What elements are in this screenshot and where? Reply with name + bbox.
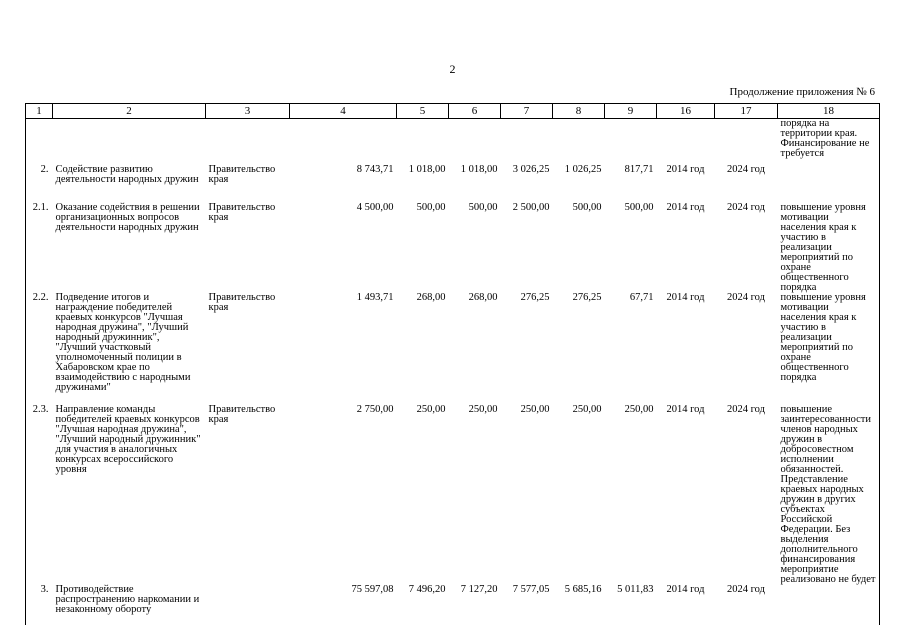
- amount-col5: 500,00: [416, 201, 446, 213]
- executor: Правительство края: [208, 201, 276, 223]
- header-cell: 17: [715, 104, 778, 119]
- header-cell: 3: [206, 104, 290, 119]
- amount-col6: 7 127,20: [460, 583, 498, 595]
- result-cell: [778, 165, 880, 203]
- header-cell: 6: [449, 104, 501, 119]
- measure-name: Оказание содействия в решении организационных вопросов деятельности народных дружин: [55, 201, 200, 233]
- start-year: 2014 год: [666, 201, 705, 213]
- amount-col8: 500,00: [572, 201, 602, 213]
- total-amount: 2 750,00: [356, 403, 394, 415]
- measure-name: Направление команды победителей краевых конкурсов "Лучшая народная дружина", "Лучший народный дружинник" для участия в аналогичных конкурсах всероссийского уровня: [55, 403, 201, 475]
- amount-col5: 7 496,20: [408, 583, 446, 595]
- table-row: [26, 165, 880, 203]
- measure-name: Подведение итогов и награждение победителей краевых конкурсов "Лучшая народная дружина", "Лучший народный дружинник", "Лучший участковый уполномоченный полиции в Хабаровском крае по взаимодействию с народными дружинами": [55, 291, 191, 393]
- amount-col5: 268,00: [416, 291, 446, 303]
- header-cell: 18: [778, 104, 880, 119]
- result-cell: повышение уровня мотивации населения края к участию в реализации мероприятий по охране общественного порядка: [778, 293, 880, 405]
- header-cell: 9: [605, 104, 657, 119]
- appendix-table: [25, 103, 880, 625]
- amount-col7: 276,25: [520, 291, 550, 303]
- header-cell: 1: [26, 104, 53, 119]
- header-row: [26, 104, 880, 119]
- amount-col9: 250,00: [624, 403, 654, 415]
- amount-col6: 268,00: [468, 291, 498, 303]
- amount-col8: 250,00: [572, 403, 602, 415]
- amount-col8: 5 685,16: [564, 583, 602, 595]
- amount-col9: 5 011,83: [617, 583, 654, 595]
- amount-col7: 250,00: [520, 403, 550, 415]
- row-number: 2.1.: [26, 203, 53, 293]
- amount-col8: 1 026,25: [564, 163, 602, 175]
- header-cell: 8: [553, 104, 605, 119]
- header-cell: 7: [501, 104, 553, 119]
- continuation-label: Продолжение приложения № 6: [729, 86, 875, 98]
- amount-col8: 276,25: [572, 291, 602, 303]
- amount-col6: 250,00: [468, 403, 498, 415]
- end-year: 2024 год: [727, 201, 765, 213]
- table-row: [26, 203, 880, 293]
- result-cell: повышение уровня мотивации населения края к участию в реализации мероприятий по охране общественного порядка: [778, 203, 880, 293]
- measure-name: Противодействие распространению наркомании и незаконному обороту: [55, 583, 200, 615]
- end-year: 2024 год: [727, 403, 765, 415]
- row-number: 2.3.: [26, 405, 53, 585]
- amount-col7: 7 577,05: [512, 583, 550, 595]
- amount-col7: 3 026,25: [512, 163, 550, 175]
- end-year: 2024 год: [727, 291, 765, 303]
- result-cell: повышение заинтересованности членов народных дружин в добросовестном исполнении обязанностей. Представление краевых народных дружин в других субъектах Российской Федерации. Без выделения дополнительного финансирования мероприятие реализовано не будет: [778, 405, 880, 585]
- row-number: 2.2.: [26, 293, 53, 405]
- result-cell: [778, 585, 880, 625]
- amount-col5: 250,00: [416, 403, 446, 415]
- executor: Правительство края: [208, 291, 276, 313]
- total-amount: 8 743,71: [356, 163, 394, 175]
- table-row: [26, 585, 880, 625]
- total-amount: 75 597,08: [351, 583, 394, 595]
- start-year: 2014 год: [666, 583, 705, 595]
- amount-col6: 500,00: [468, 201, 498, 213]
- amount-col6: 1 018,00: [460, 163, 498, 175]
- row-number: 3.: [26, 585, 53, 625]
- carryover-row: [26, 119, 880, 165]
- header-cell: 5: [397, 104, 449, 119]
- end-year: 2024 год: [727, 583, 765, 595]
- table-row: [26, 293, 880, 405]
- total-amount: 1 493,71: [356, 291, 394, 303]
- measure-name: Содействие развитию деятельности народных дружин: [55, 163, 199, 185]
- start-year: 2014 год: [666, 403, 705, 415]
- amount-col9: 500,00: [624, 201, 654, 213]
- end-year: 2024 год: [727, 163, 765, 175]
- executor: Правительство края: [208, 403, 276, 425]
- row-number: 2.: [26, 165, 53, 203]
- executor: [206, 585, 290, 625]
- amount-col9: 67,71: [629, 291, 654, 303]
- page-number: 2: [449, 62, 456, 76]
- amount-col7: 2 500,00: [512, 201, 550, 213]
- result-cell: порядка на территории края. Финансирование не требуется: [778, 119, 880, 165]
- amount-col5: 1 018,00: [408, 163, 446, 175]
- total-amount: 4 500,00: [356, 201, 394, 213]
- amount-col9: 817,71: [624, 163, 654, 175]
- start-year: 2014 год: [666, 163, 705, 175]
- header-cell: 4: [290, 104, 397, 119]
- start-year: 2014 год: [666, 291, 705, 303]
- table-row: [26, 405, 880, 585]
- executor: Правительство края: [208, 163, 276, 185]
- header-cell: 16: [657, 104, 715, 119]
- header-cell: 2: [53, 104, 206, 119]
